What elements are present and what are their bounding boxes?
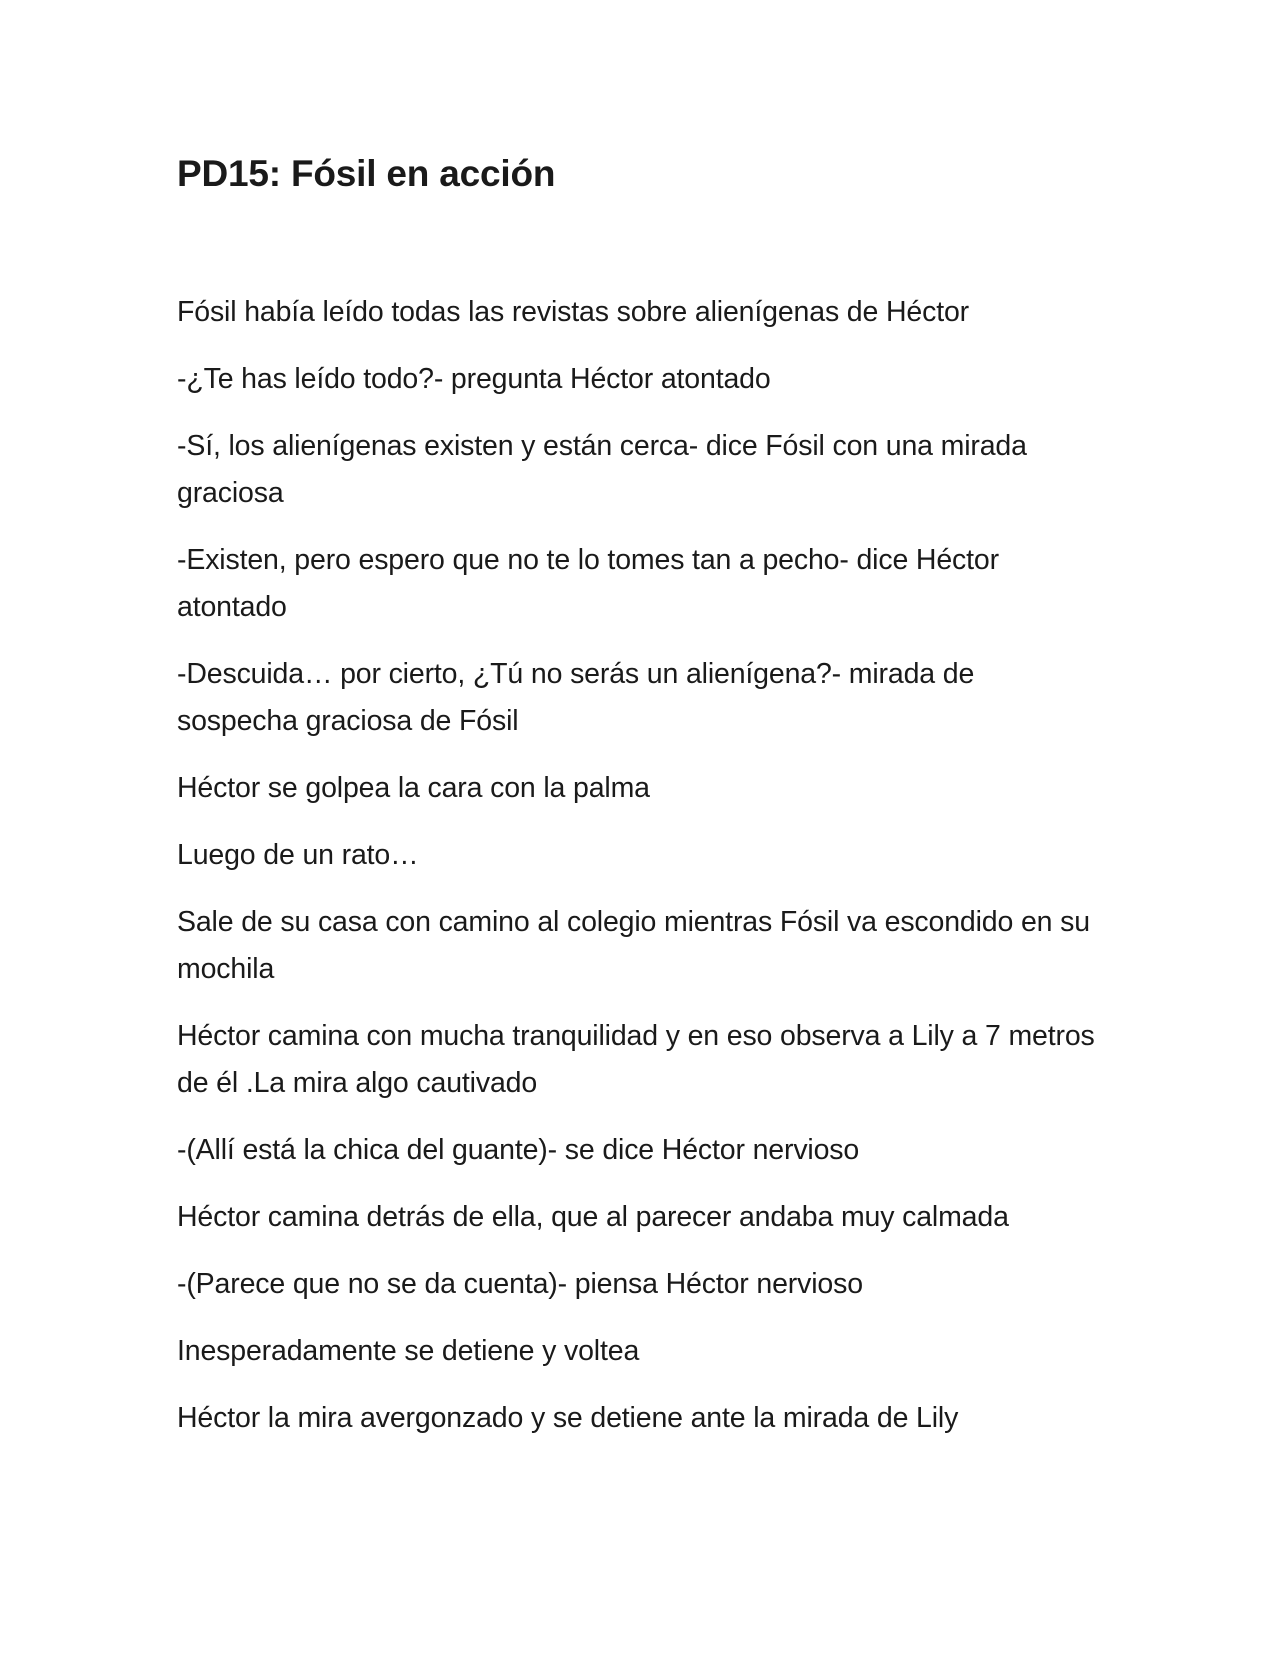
paragraph: Héctor la mira avergonzado y se detiene ante la mirada de Lily [177, 1402, 959, 1434]
paragraph: Luego de un rato… [177, 839, 419, 871]
paragraph: -¿Te has leído todo?- pregunta Héctor atontado [177, 363, 771, 395]
document-title: PD15: Fósil en acción [177, 153, 556, 194]
paragraph: Héctor camina con mucha tranquilidad y en eso observa a Lily a 7 metros de él .La mira algo cautivado [177, 1020, 1095, 1099]
paragraph: Inesperadamente se detiene y voltea [177, 1335, 640, 1367]
paragraph: -Descuida… por cierto, ¿Tú no serás un alienígena?- mirada de sospecha graciosa de Fósil [177, 658, 975, 737]
paragraph: -Sí, los alienígenas existen y están cerca- dice Fósil con una mirada graciosa [177, 430, 1027, 509]
paragraph: -Existen, pero espero que no te lo tomes tan a pecho- dice Héctor atontado [177, 544, 999, 623]
paragraph: -(Allí está la chica del guante)- se dice Héctor nervioso [177, 1134, 860, 1166]
paragraph: Héctor camina detrás de ella, que al parecer andaba muy calmada [177, 1201, 1009, 1233]
document-page [177, 148, 1097, 1462]
paragraph: -(Parece que no se da cuenta)- piensa Héctor nervioso [177, 1268, 863, 1300]
paragraph: Héctor se golpea la cara con la palma [177, 772, 650, 804]
document-body [177, 289, 1097, 1442]
paragraph: Fósil había leído todas las revistas sobre alienígenas de Héctor [177, 296, 970, 328]
paragraph: Sale de su casa con camino al colegio mientras Fósil va escondido en su mochila [177, 906, 1090, 985]
